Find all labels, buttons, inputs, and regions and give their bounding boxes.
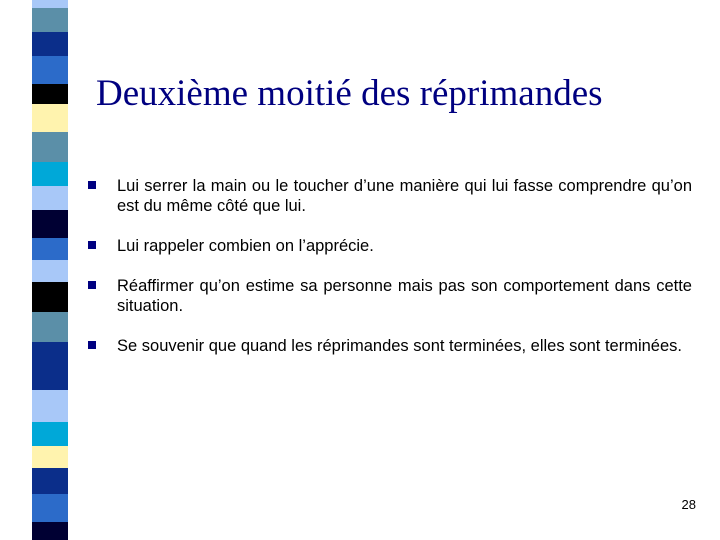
bullet-text: Lui serrer la main ou le toucher d’une manière qui lui fasse comprendre qu’on est du même côté que lui.	[117, 177, 692, 215]
bullet-item	[88, 336, 692, 356]
square-bullet-icon	[88, 241, 96, 249]
bullet-item	[88, 276, 692, 316]
square-bullet-icon	[88, 181, 96, 189]
decorative-stripe	[32, 0, 68, 540]
slide-title: Deuxième moitié des réprimandes	[96, 73, 603, 114]
bullet-list	[88, 176, 692, 376]
square-bullet-icon	[88, 281, 96, 289]
bullet-text: Réaffirmer qu’on estime sa personne mais pas son comportement dans cette situation.	[117, 277, 692, 315]
square-bullet-icon	[88, 341, 96, 349]
bullet-text: Lui rappeler combien on l’apprécie.	[117, 237, 374, 255]
page-number: 28	[681, 497, 696, 512]
bullet-item	[88, 176, 692, 216]
bullet-item	[88, 236, 692, 256]
bullet-text: Se souvenir que quand les réprimandes sont terminées, elles sont terminées.	[117, 337, 682, 355]
